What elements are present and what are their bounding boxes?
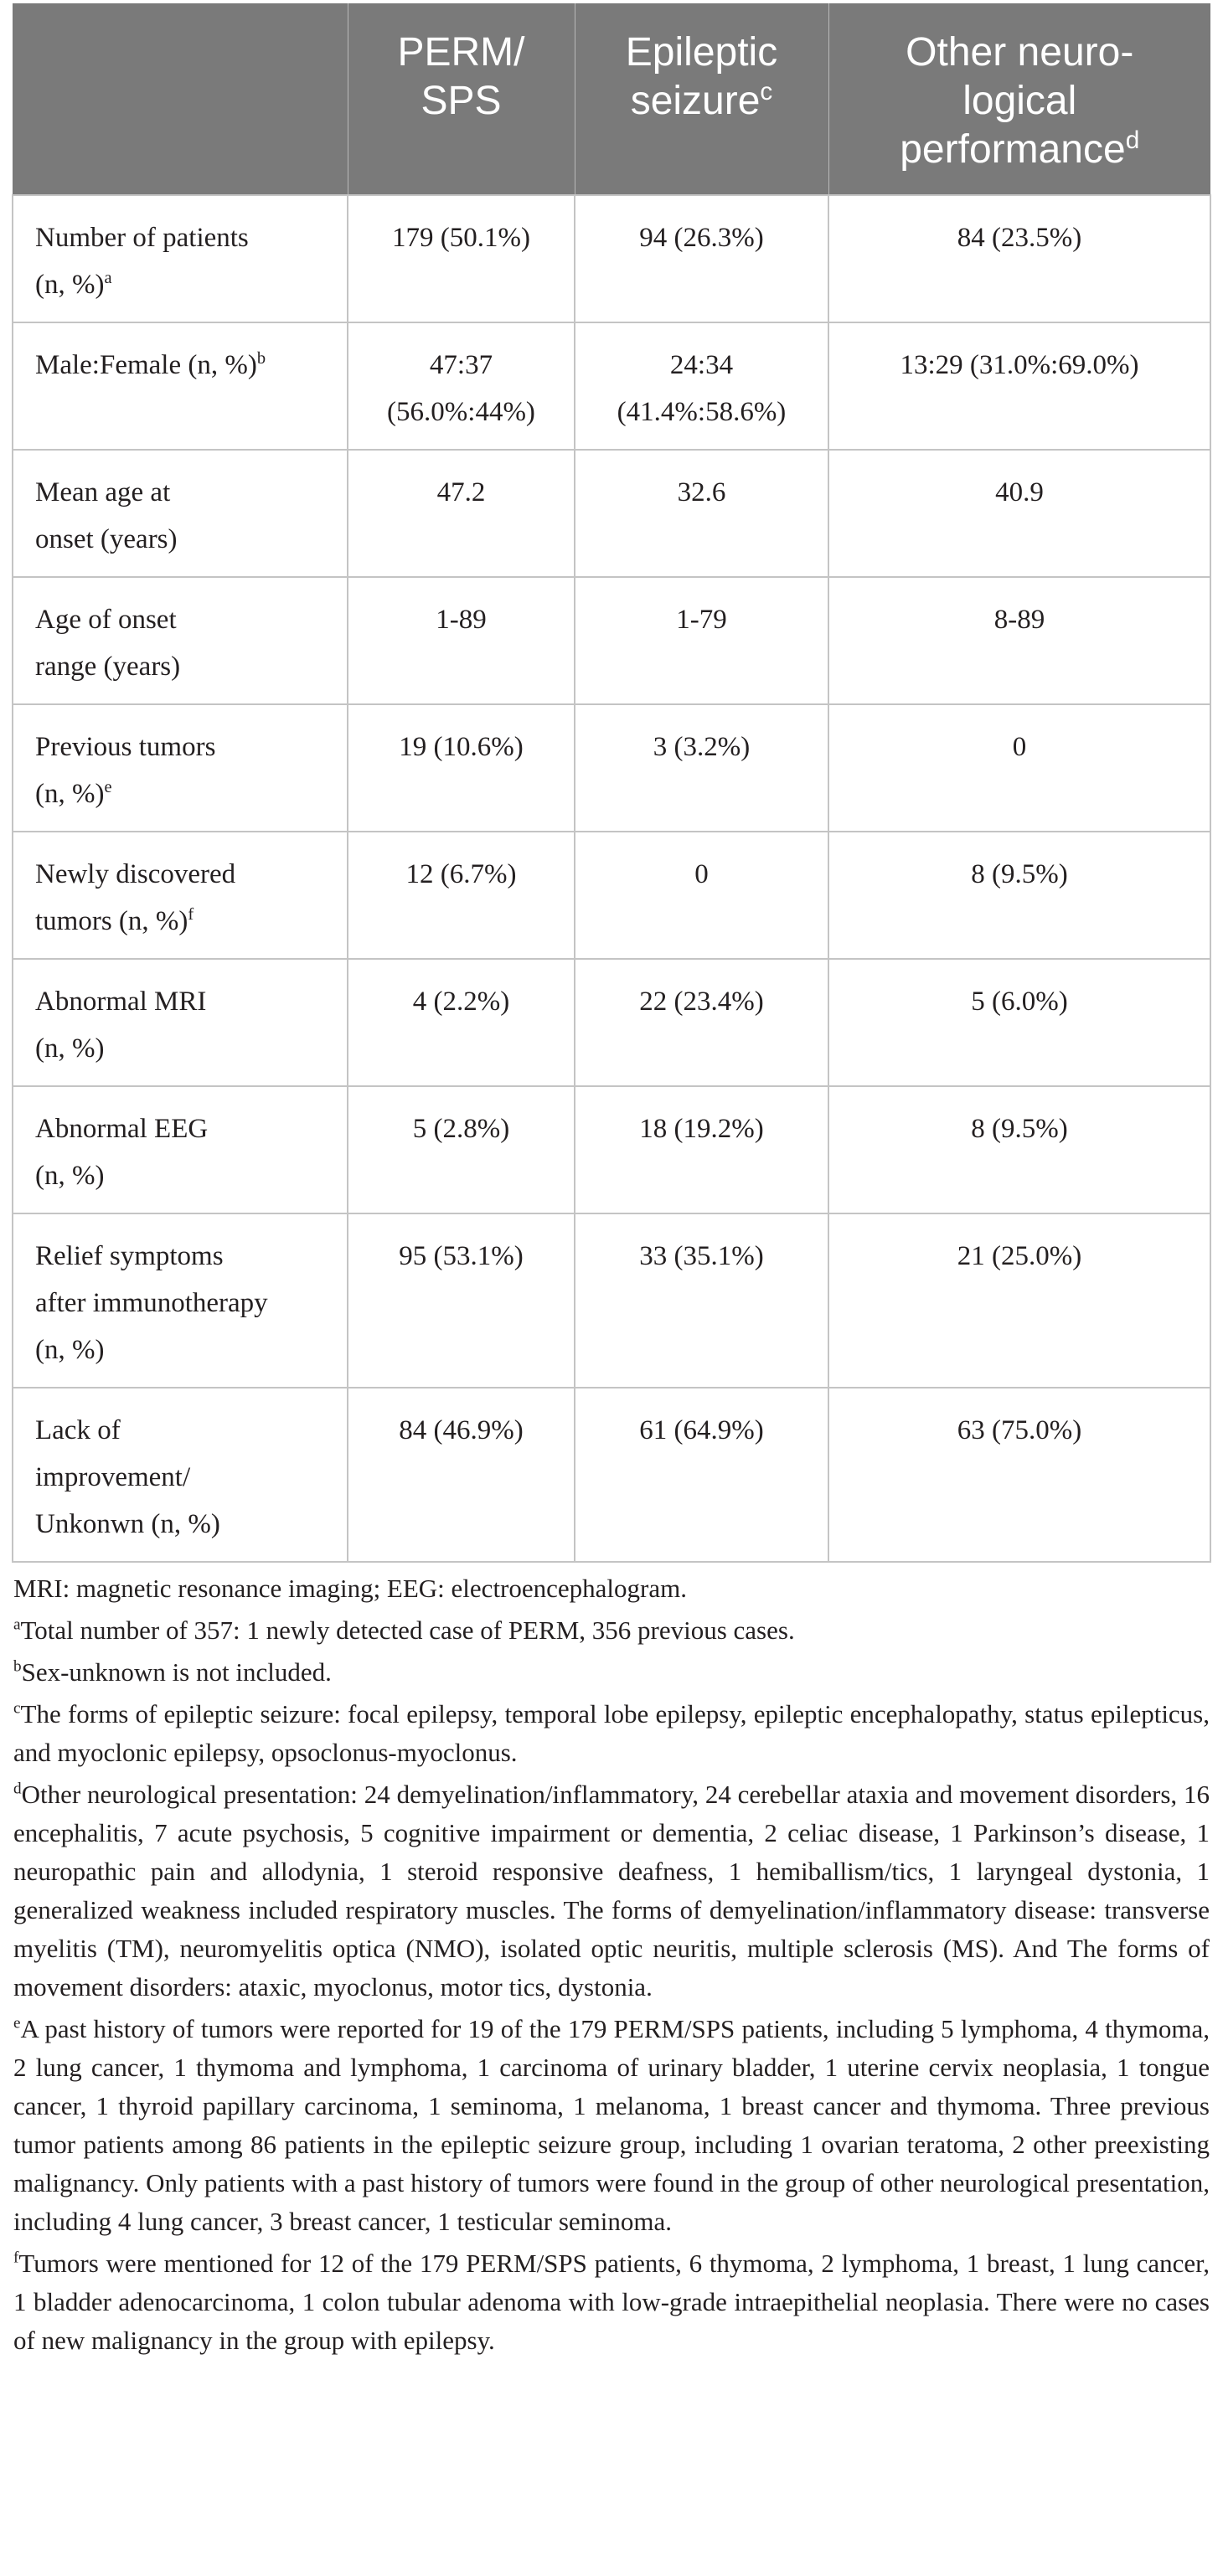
cell-line: 32.6	[677, 477, 726, 507]
cell-line: 40.9	[995, 477, 1044, 507]
cell-line: 13:29 (31.0%:69.0%)	[900, 350, 1139, 380]
table-cell	[348, 959, 575, 1086]
footnote-marker: e	[13, 2014, 21, 2032]
cell-line: 84 (23.5%)	[957, 223, 1082, 253]
row-label-line: tumors (n, %)$^f$	[35, 905, 194, 936]
footnote-marker: a	[13, 1615, 21, 1634]
row-label-line: after immunotherapy	[35, 1288, 268, 1318]
row-label-line: (n, %)$^a$	[35, 269, 112, 300]
table-row	[13, 450, 1210, 577]
table-cell	[348, 832, 575, 959]
footnote	[13, 2244, 1210, 2360]
footnote	[13, 1569, 1210, 1608]
table-cell	[348, 704, 575, 832]
cell-line: 5 (6.0%)	[971, 987, 1068, 1017]
footnote-text: Tumors were mentioned for 12 of the 179 PERM/SPS patients, 6 thymoma, 2 lymphoma, 1 breast, 1 lung cancer, 1 bladder adenocarcinoma, 1 colon tubular adenoma with low-grade intraepithelial neoplasia. There were no cases of new malignancy in the group with epilepsy.	[13, 2249, 1210, 2355]
footnote	[13, 2010, 1210, 2241]
row-label	[13, 1388, 348, 1562]
table-cell	[348, 1213, 575, 1388]
footnote-marker: f	[13, 2249, 19, 2267]
footnote	[13, 1611, 1210, 1650]
footnote	[13, 1695, 1210, 1772]
table-row	[13, 577, 1210, 704]
table-cell	[348, 450, 575, 577]
footnote-marker: b	[13, 1657, 22, 1676]
row-label	[13, 959, 348, 1086]
table-cell	[575, 322, 828, 450]
cell-line: 24:34	[669, 350, 734, 380]
footnote-marker: a	[104, 269, 112, 287]
row-label-line: Age of onset	[35, 605, 177, 635]
footnote-marker: d	[1125, 126, 1140, 154]
header-line: Other neuro-	[906, 30, 1134, 75]
footnote-marker: d	[13, 1780, 22, 1798]
header-line: SPS	[421, 79, 502, 123]
cell-line: 21 (25.0%)	[957, 1241, 1082, 1271]
cell-line: 84 (46.9%)	[399, 1415, 524, 1445]
table-row	[13, 704, 1210, 832]
table-cell	[575, 832, 828, 959]
table-footnotes	[12, 1569, 1211, 2360]
row-label	[13, 1086, 348, 1213]
table-cell	[828, 959, 1210, 1086]
row-label	[13, 195, 348, 322]
table-cell	[828, 450, 1210, 577]
cell-line: 1-79	[676, 605, 727, 635]
column-header-1	[348, 3, 575, 195]
footnote-marker: f	[188, 905, 194, 924]
cell-line: 18 (19.2%)	[639, 1114, 764, 1144]
header-line: Epileptic	[625, 30, 778, 75]
header-line: logical	[962, 79, 1077, 123]
clinical-characteristics-table	[12, 3, 1211, 1563]
row-label-line: Abnormal MRI	[35, 987, 207, 1017]
footnote	[13, 1653, 1210, 1692]
cell-line: 3 (3.2%)	[653, 732, 751, 762]
table-row	[13, 322, 1210, 450]
cell-line: 4 (2.2%)	[412, 987, 510, 1017]
header-line: performance$^d$	[900, 126, 1140, 172]
cell-line: 0	[1012, 732, 1027, 762]
column-header-2	[575, 3, 828, 195]
table-row	[13, 959, 1210, 1086]
table-cell	[575, 1388, 828, 1562]
cell-line: 61 (64.9%)	[639, 1415, 764, 1445]
row-label-line: Relief symptoms	[35, 1241, 224, 1271]
column-header-0	[13, 3, 348, 195]
table-cell	[575, 1213, 828, 1388]
cell-line: 63 (75.0%)	[957, 1415, 1082, 1445]
row-label	[13, 832, 348, 959]
cell-line: 33 (35.1%)	[639, 1241, 764, 1271]
cell-line: 8-89	[993, 605, 1045, 635]
header-line: PERM/	[397, 30, 525, 75]
table-cell	[348, 1086, 575, 1213]
footnote	[13, 1775, 1210, 2007]
table-cell	[575, 704, 828, 832]
footnote-marker: c	[13, 1699, 21, 1718]
table-cell	[828, 577, 1210, 704]
row-label	[13, 1213, 348, 1388]
footnote-marker: c	[760, 78, 773, 106]
footnote-marker: b	[256, 349, 266, 368]
footnote-text: Total number of 357: 1 newly detected case of PERM, 356 previous cases.	[20, 1615, 795, 1645]
row-label-line: Abnormal EEG	[35, 1114, 209, 1144]
row-label-line: (n, %)	[35, 1161, 105, 1191]
footnote-text: A past history of tumors were reported for 19 of the 179 PERM/SPS patients, including 5 lymphoma, 4 thymoma, 2 lung cancer, 1 thymoma and lymphoma, 1 carcinoma of urinary bladder, 1 uterine cervix neoplasia, 1 tongue cancer, 1 thyroid papillary carcinoma, 1 seminoma, 1 melanoma, 1 breast cancer and thymoma. Three previous tumor patients among 86 patients in the epileptic seizure group, including 1 ovarian teratoma, 2 other preexisting malignancy. Only patients with a past history of tumors were found in the group of other neurological presentation, including 4 lung cancer, 3 breast cancer, 1 testicular seminoma.	[13, 2014, 1210, 2236]
table-cell	[575, 1086, 828, 1213]
header-line: seizure$^c$	[630, 78, 773, 123]
table-cell	[348, 1388, 575, 1562]
cell-line: 0	[694, 859, 709, 889]
table-cell	[828, 1213, 1210, 1388]
table-row	[13, 1086, 1210, 1213]
row-label-line: Previous tumors	[35, 732, 216, 762]
row-label-line: onset (years)	[35, 524, 178, 554]
footnote-text: MRI: magnetic resonance imaging; EEG: electroencephalogram.	[13, 1574, 687, 1603]
table-row	[13, 1388, 1210, 1562]
table-cell	[348, 577, 575, 704]
table-cell	[348, 322, 575, 450]
footnote-text: The forms of epileptic seizure: focal epilepsy, temporal lobe epilepsy, epileptic encephalopathy, status epilepticus, and myoclonic epilepsy, opsoclonus-myoclonus.	[13, 1699, 1210, 1767]
table-body	[13, 195, 1210, 1562]
row-label-line: Newly discovered	[35, 859, 236, 889]
row-label-line: (n, %)	[35, 1033, 105, 1064]
table-row	[13, 1213, 1210, 1388]
column-header-3	[828, 3, 1210, 195]
row-label-line: Number of patients	[35, 223, 249, 253]
table-cell	[828, 1086, 1210, 1213]
cell-line: 8 (9.5%)	[971, 1114, 1068, 1144]
row-label-line: Mean age at	[35, 477, 171, 507]
table-row	[13, 832, 1210, 959]
row-label	[13, 450, 348, 577]
row-label	[13, 322, 348, 450]
cell-line: 95 (53.1%)	[399, 1241, 524, 1271]
row-label	[13, 577, 348, 704]
table-header-row	[13, 3, 1210, 195]
table-cell	[828, 1388, 1210, 1562]
row-label-line: (n, %)	[35, 1335, 105, 1365]
row-label-line: Male:Female (n, %)$^b$	[35, 349, 266, 380]
cell-line: 47.2	[436, 477, 486, 507]
cell-line: 8 (9.5%)	[971, 859, 1068, 889]
table-cell	[575, 577, 828, 704]
table-cell	[828, 195, 1210, 322]
table-cell	[348, 195, 575, 322]
row-label-line: Lack of	[35, 1415, 121, 1445]
row-label-line: Unkonwn (n, %)	[35, 1509, 220, 1539]
table-cell	[575, 959, 828, 1086]
table-cell	[575, 195, 828, 322]
footnote-text: Sex-unknown is not included.	[21, 1657, 332, 1687]
cell-line: 179 (50.1%)	[392, 223, 530, 253]
table-cell	[828, 832, 1210, 959]
row-label-line: range (years)	[35, 652, 181, 682]
cell-line: 94 (26.3%)	[639, 223, 764, 253]
cell-line: 12 (6.7%)	[405, 859, 517, 889]
table-row	[13, 195, 1210, 322]
table-cell	[828, 322, 1210, 450]
footnote-text: Other neurological presentation: 24 demyelination/inflammatory, 24 cerebellar ataxia and movement disorders, 16 encephalitis, 7 acute psychosis, 5 cognitive impairment or dementia, 2 celiac disease, 1 Parkinson’s disease, 1 neuropathic pain and allodynia, 1 steroid responsive deafness, 1 hemiballism/tics, 1 laryngeal dystonia, 1 generalized weakness included respiratory muscles. The forms of demyelination/inflammatory disease: transverse myelitis (TM), neuromyelitis optica (NMO), isolated optic neuritis, multiple sclerosis (MS). And The forms of movement disorders: ataxic, myoclonus, motor tics, dystonia.	[13, 1780, 1210, 2002]
row-label-line: improvement/	[35, 1462, 191, 1492]
table-cell	[575, 450, 828, 577]
cell-line: (56.0%:44%)	[387, 397, 535, 427]
cell-line: (41.4%:58.6%)	[617, 397, 787, 427]
cell-line: 5 (2.8%)	[412, 1114, 510, 1144]
cell-line: 19 (10.6%)	[399, 732, 524, 762]
cell-line: 22 (23.4%)	[639, 987, 764, 1017]
footnote-marker: e	[104, 778, 112, 796]
cell-line: 1-89	[436, 605, 487, 635]
cell-line: 47:37	[429, 350, 493, 380]
row-label	[13, 704, 348, 832]
row-label-line: (n, %)$^e$	[35, 778, 112, 809]
table-cell	[828, 704, 1210, 832]
